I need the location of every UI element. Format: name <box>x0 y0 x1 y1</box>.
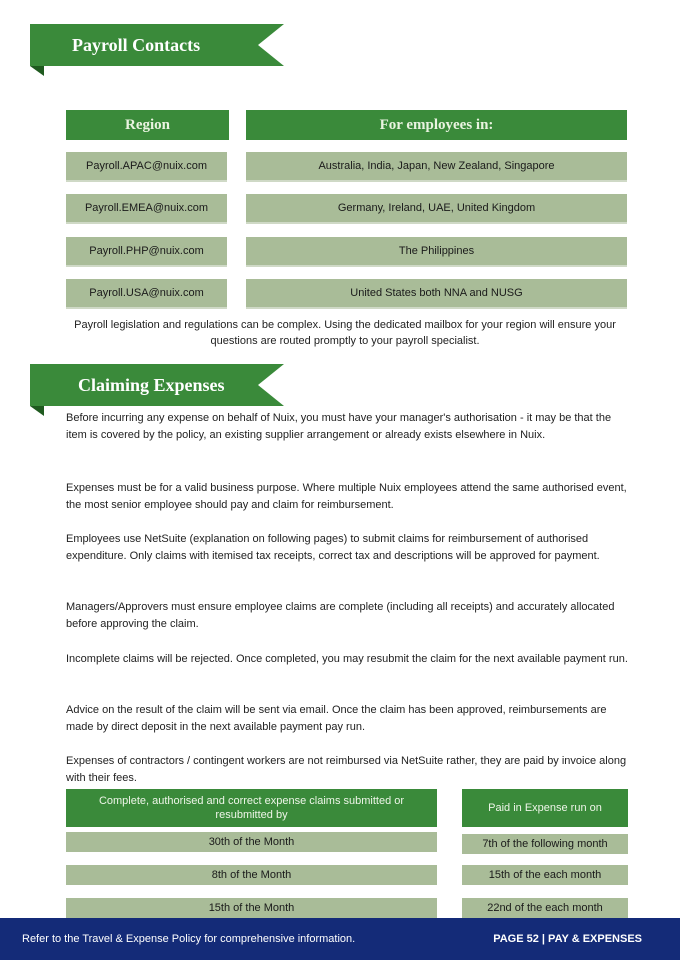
schedule-paid-cell: 7th of the following month <box>462 834 628 854</box>
contact-countries-emea: Germany, Ireland, UAE, United Kingdom <box>246 194 627 222</box>
schedule-paid-cell: 15th of the each month <box>462 865 628 885</box>
contact-countries-usa: United States both NNA and NUSG <box>246 279 627 307</box>
contact-countries-apac: Australia, India, Japan, New Zealand, Singapore <box>246 152 627 180</box>
expense-paragraph: Employees use NetSuite (explanation on following pages) to submit claims for reimbursement of authorised expenditure. Only claims with itemised tax receipts, correct tax and descriptions will be approved for payment. <box>66 533 600 562</box>
footer-policy-note: Refer to the Travel & Expense Policy for comprehensive information. <box>22 933 356 945</box>
expense-paragraph: Expenses must be for a valid business purpose. Where multiple Nuix employees attend the same authorised event, the most senior employee should pay and claim for reimbursement. <box>66 482 627 511</box>
page-footer <box>0 918 680 960</box>
schedule-submitted-cell: 8th of the Month <box>66 865 437 885</box>
schedule-submitted-cell: 15th of the Month <box>66 898 437 918</box>
claiming-expenses-title: Claiming Expenses <box>78 375 225 395</box>
schedule-submitted-cell: 30th of the Month <box>66 832 437 852</box>
expense-paragraph: Incomplete claims will be rejected. Once completed, you may resubmit the claim for the next available payment run. <box>66 653 628 665</box>
payroll-contacts-banner <box>30 24 284 68</box>
contact-email-php[interactable]: Payroll.PHP@nuix.com <box>66 237 227 265</box>
expense-paragraph: Before incurring any expense on behalf of Nuix, you must have your manager's authorisation - it may be that the item is covered by the policy, an existing supplier arrangement or already exists elsewhere in Nuix. <box>66 412 612 441</box>
contact-email-usa[interactable]: Payroll.USA@nuix.com <box>66 279 227 307</box>
expense-paragraph: Advice on the result of the claim will be sent via email. Once the claim has been approved, reimbursements are made by direct deposit in the next available payment pay run. <box>66 704 607 733</box>
contact-countries-php: The Philippines <box>246 237 627 265</box>
region-header: Region <box>66 110 229 140</box>
schedule-submitted-header: Complete, authorised and correct expense claims submitted or resubmitted by <box>66 789 437 827</box>
footer-page-label: PAGE 52 | PAY & EXPENSES <box>493 933 642 945</box>
schedule-paid-header: Paid in Expense run on <box>462 789 628 827</box>
contact-email-apac[interactable]: Payroll.APAC@nuix.com <box>66 152 227 180</box>
schedule-paid-cell: 22nd of the each month <box>462 898 628 918</box>
employees-header: For employees in: <box>246 110 627 140</box>
contact-email-emea[interactable]: Payroll.EMEA@nuix.com <box>66 194 227 222</box>
payroll-contacts-title: Payroll Contacts <box>72 35 201 55</box>
expense-paragraph: Managers/Approvers must ensure employee claims are complete (including all receipts) and accurately allocated before approving the claim. <box>66 601 615 630</box>
payroll-note: Payroll legislation and regulations can be complex. Using the dedicated mailbox for your region will ensure your questions are routed promptly to your payroll specialist. <box>74 319 616 347</box>
claiming-expenses-banner <box>30 364 284 408</box>
expense-paragraph: Expenses of contractors / contingent workers are not reimbursed via NetSuite rather, they are paid by invoice along with their fees. <box>66 755 627 784</box>
